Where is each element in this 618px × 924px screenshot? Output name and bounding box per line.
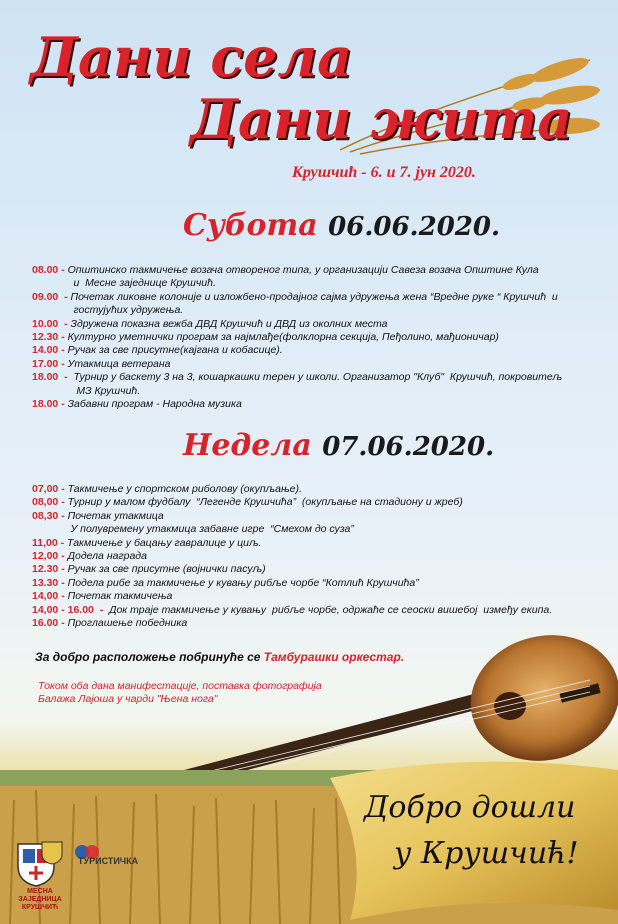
schedule-time: 14.00 - (32, 344, 68, 357)
schedule-description: Почетак такмичења (67, 590, 173, 603)
schedule-description: Утакмица ветерана (67, 357, 171, 370)
photo-exhibit-line-2: Балажа Лајоша у чарди "Њена нога" (38, 693, 218, 705)
schedule-time: 12.30 - (32, 563, 68, 576)
schedule-time: 07,00 - (32, 483, 68, 495)
schedule-description: Док траје такмичење у кувању рибље чорбе, одржаће се сеоски вишебој између екипа. (106, 603, 553, 616)
schedule-time: 11,00 - (32, 536, 68, 549)
schedule-description: Почетак ликовне колоније и изложбено-продајног сајма удружења жена “Вредне руке “ Крушчић и гостујућих удружења. (70, 290, 558, 317)
event-subtitle: Крушчић - 6. и 7. јун 2020. (292, 164, 476, 181)
schedule-time: 16.00 - (32, 617, 68, 630)
schedule-item (32, 590, 592, 603)
schedule-item (32, 371, 592, 398)
band-prefix: За добро расположење побринуће се (35, 650, 264, 664)
schedule-time: 13.30 - (32, 576, 68, 589)
schedule-item (32, 550, 592, 563)
schedule-description: Такмичење у бацању гавралице у циљ. (67, 536, 262, 549)
schedule-description: Подела рибе за такмичење у кувању рибље чорбе “Котлић Крушчића” (67, 576, 419, 589)
schedule-item (32, 398, 592, 411)
schedule-item (32, 264, 592, 291)
welcome-line-2: у Крушчић! (394, 836, 579, 871)
sunday-date: 07.06.2020. (322, 432, 495, 462)
schedule-time: 08,00 - (32, 496, 68, 509)
schedule-time: 08,30 - (32, 509, 68, 522)
schedule-description: Проглашење победника (67, 617, 188, 630)
sunday-schedule (32, 483, 592, 630)
schedule-description: Културно уметнички програм за најмлађе(фолклорна секција, Пеђолино, мађионичар) (67, 331, 499, 344)
schedule-item (32, 483, 592, 496)
schedule-description: Додела награда (67, 550, 147, 563)
schedule-description: Забавни програм - Народна музика (67, 398, 242, 411)
saturday-heading (183, 208, 500, 243)
schedule-time: 17.00 - (32, 357, 68, 370)
schedule-time: 09.00 - (32, 290, 71, 303)
schedule-time: 12.30 - (32, 331, 68, 344)
saturday-date: 06.06.2020. (328, 212, 501, 242)
schedule-description: Почетак утакмица У полувремену утакмица забавне игре “Смехом до суза” (67, 509, 354, 536)
crest-icon (40, 840, 64, 866)
schedule-item (32, 563, 592, 576)
schedule-time: 14,00 - 16.00 - (32, 603, 107, 616)
saturday-schedule (32, 264, 592, 411)
title-line-2: Дани жита (190, 87, 573, 151)
schedule-item (32, 537, 592, 550)
title-line-1: Дани села (30, 25, 353, 89)
schedule-time: 18.00 - (32, 371, 74, 384)
schedule-item (32, 318, 592, 331)
schedule-description: Здружена показна вежба ДВД Крушчић и ДВД из околних места (70, 317, 388, 330)
sunday-day: Недела (183, 428, 312, 463)
schedule-item (32, 577, 592, 590)
photo-exhibit-line-1: Током оба дана манифестације, поставка фотографија (38, 680, 322, 692)
schedule-time: 08.00 - (32, 264, 68, 276)
schedule-item (32, 291, 592, 318)
sunday-heading (183, 428, 494, 463)
mz-logo-label: МЕСНА ЗАЈЕДНИЦА КРУШЧИЋ (18, 888, 62, 911)
schedule-description: Такмичење у спортском риболову (окупљање). (67, 483, 302, 495)
schedule-item (32, 604, 592, 617)
schedule-description: Ручак за све присутне(кајгана и кобасице). (67, 344, 283, 357)
schedule-description: Турнир у баскету 3 на 3, кошаркашки терен у школи. Организатор "Клуб" Крушчић, покровитељ МЗ Крушчић. (73, 371, 563, 397)
schedule-description: Ручак за све присутне (војнички пасуљ) (67, 563, 266, 576)
welcome-line-1: Добро дошли (364, 790, 576, 825)
schedule-item (32, 510, 592, 537)
schedule-item (32, 331, 592, 344)
schedule-description: Општинско такмичење возача отвореног типа, у организацији Савеза возача Општине Кула и Месне заједнице Крушчић. (67, 264, 539, 290)
schedule-time: 12,00 - (32, 550, 68, 563)
schedule-item (32, 358, 592, 371)
band-name: Тамбурашки оркестар. (263, 650, 405, 664)
schedule-time: 10.00 - (32, 317, 71, 330)
schedule-time: 18.00 - (32, 398, 68, 411)
saturday-day: Субота (183, 208, 318, 243)
tourism-logo-label: ТУРИСТИЧКА (78, 856, 139, 866)
schedule-item (32, 496, 592, 509)
schedule-description: Турнир у малом фудбалу “Легенде Крушчића” (окупљање на стадиону и жреб) (67, 496, 463, 509)
schedule-item (32, 344, 592, 357)
schedule-time: 14,00 - (32, 590, 68, 603)
